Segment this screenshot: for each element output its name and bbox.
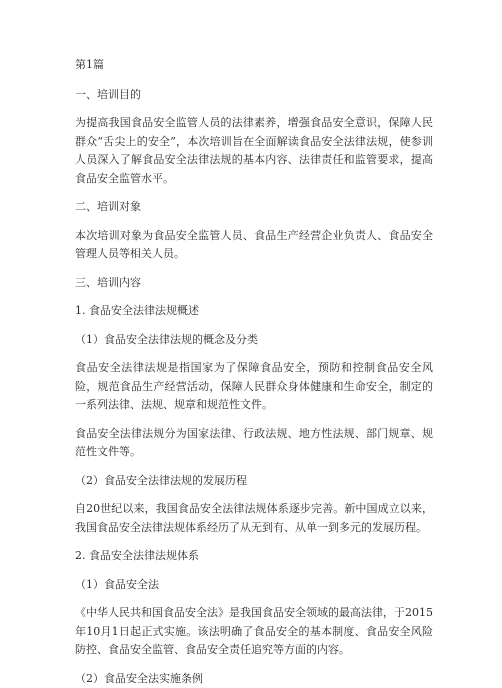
- paragraph-training-purpose: 为提高我国食品安全监管人员的法律素养，增强食品安全意识，保障人民群众“舌尖上的安全”，本次培训旨在全面解读食品安全法律法规，使参训人员深入了解食品安全法律法规的基本内容、法律责任和监管要求，提高食品安全监管水平。: [75, 114, 433, 188]
- subheading-food-safety-law: （1）食品安全法: [75, 576, 433, 595]
- subheading-law-overview: 1. 食品安全法律法规概述: [75, 302, 433, 321]
- document-body: [75, 56, 433, 688]
- paragraph-classification: 食品安全法律法规分为国家法律、行政法规、地方性法规、部门规章、规范性文件等。: [75, 425, 433, 462]
- heading-training-purpose: 一、培训目的: [75, 86, 433, 105]
- paragraph-development-history: 自20世纪以来，我国食品安全法律法规体系逐步完善。新中国成立以来，我国食品安全法律法规体系经历了从无到有、从单一到多元的发展历程。: [75, 500, 433, 537]
- heading-training-content: 三、培训内容: [75, 274, 433, 293]
- subheading-implementation-regulations: （2）食品安全法实施条例: [75, 670, 433, 688]
- subheading-development-history: （2）食品安全法律法规的发展历程: [75, 472, 433, 491]
- subheading-concept-classification: （1）食品安全法律法规的概念及分类: [75, 331, 433, 350]
- paragraph-training-audience: 本次培训对象为食品安全监管人员、食品生产经营企业负责人、食品安全管理人员等相关人员。: [75, 227, 433, 264]
- paragraph-concept: 食品安全法律法规是指国家为了保障食品安全，预防和控制食品安全风险，规范食品生产经营活动，保障人民群众身体健康和生命安全，制定的一系列法律、法规、规章和规范性文件。: [75, 359, 433, 415]
- heading-training-audience: 二、培训对象: [75, 198, 433, 217]
- section-label: 第1篇: [75, 56, 433, 75]
- paragraph-food-safety-law: 《中华人民共和国食品安全法》是我国食品安全领域的最高法律，于2015年10月1日起正式实施。该法明确了食品安全的基本制度、食品安全风险防控、食品安全监管、食品安全责任追究等方面的内容。: [75, 604, 433, 660]
- subheading-law-system: 2. 食品安全法律法规体系: [75, 547, 433, 566]
